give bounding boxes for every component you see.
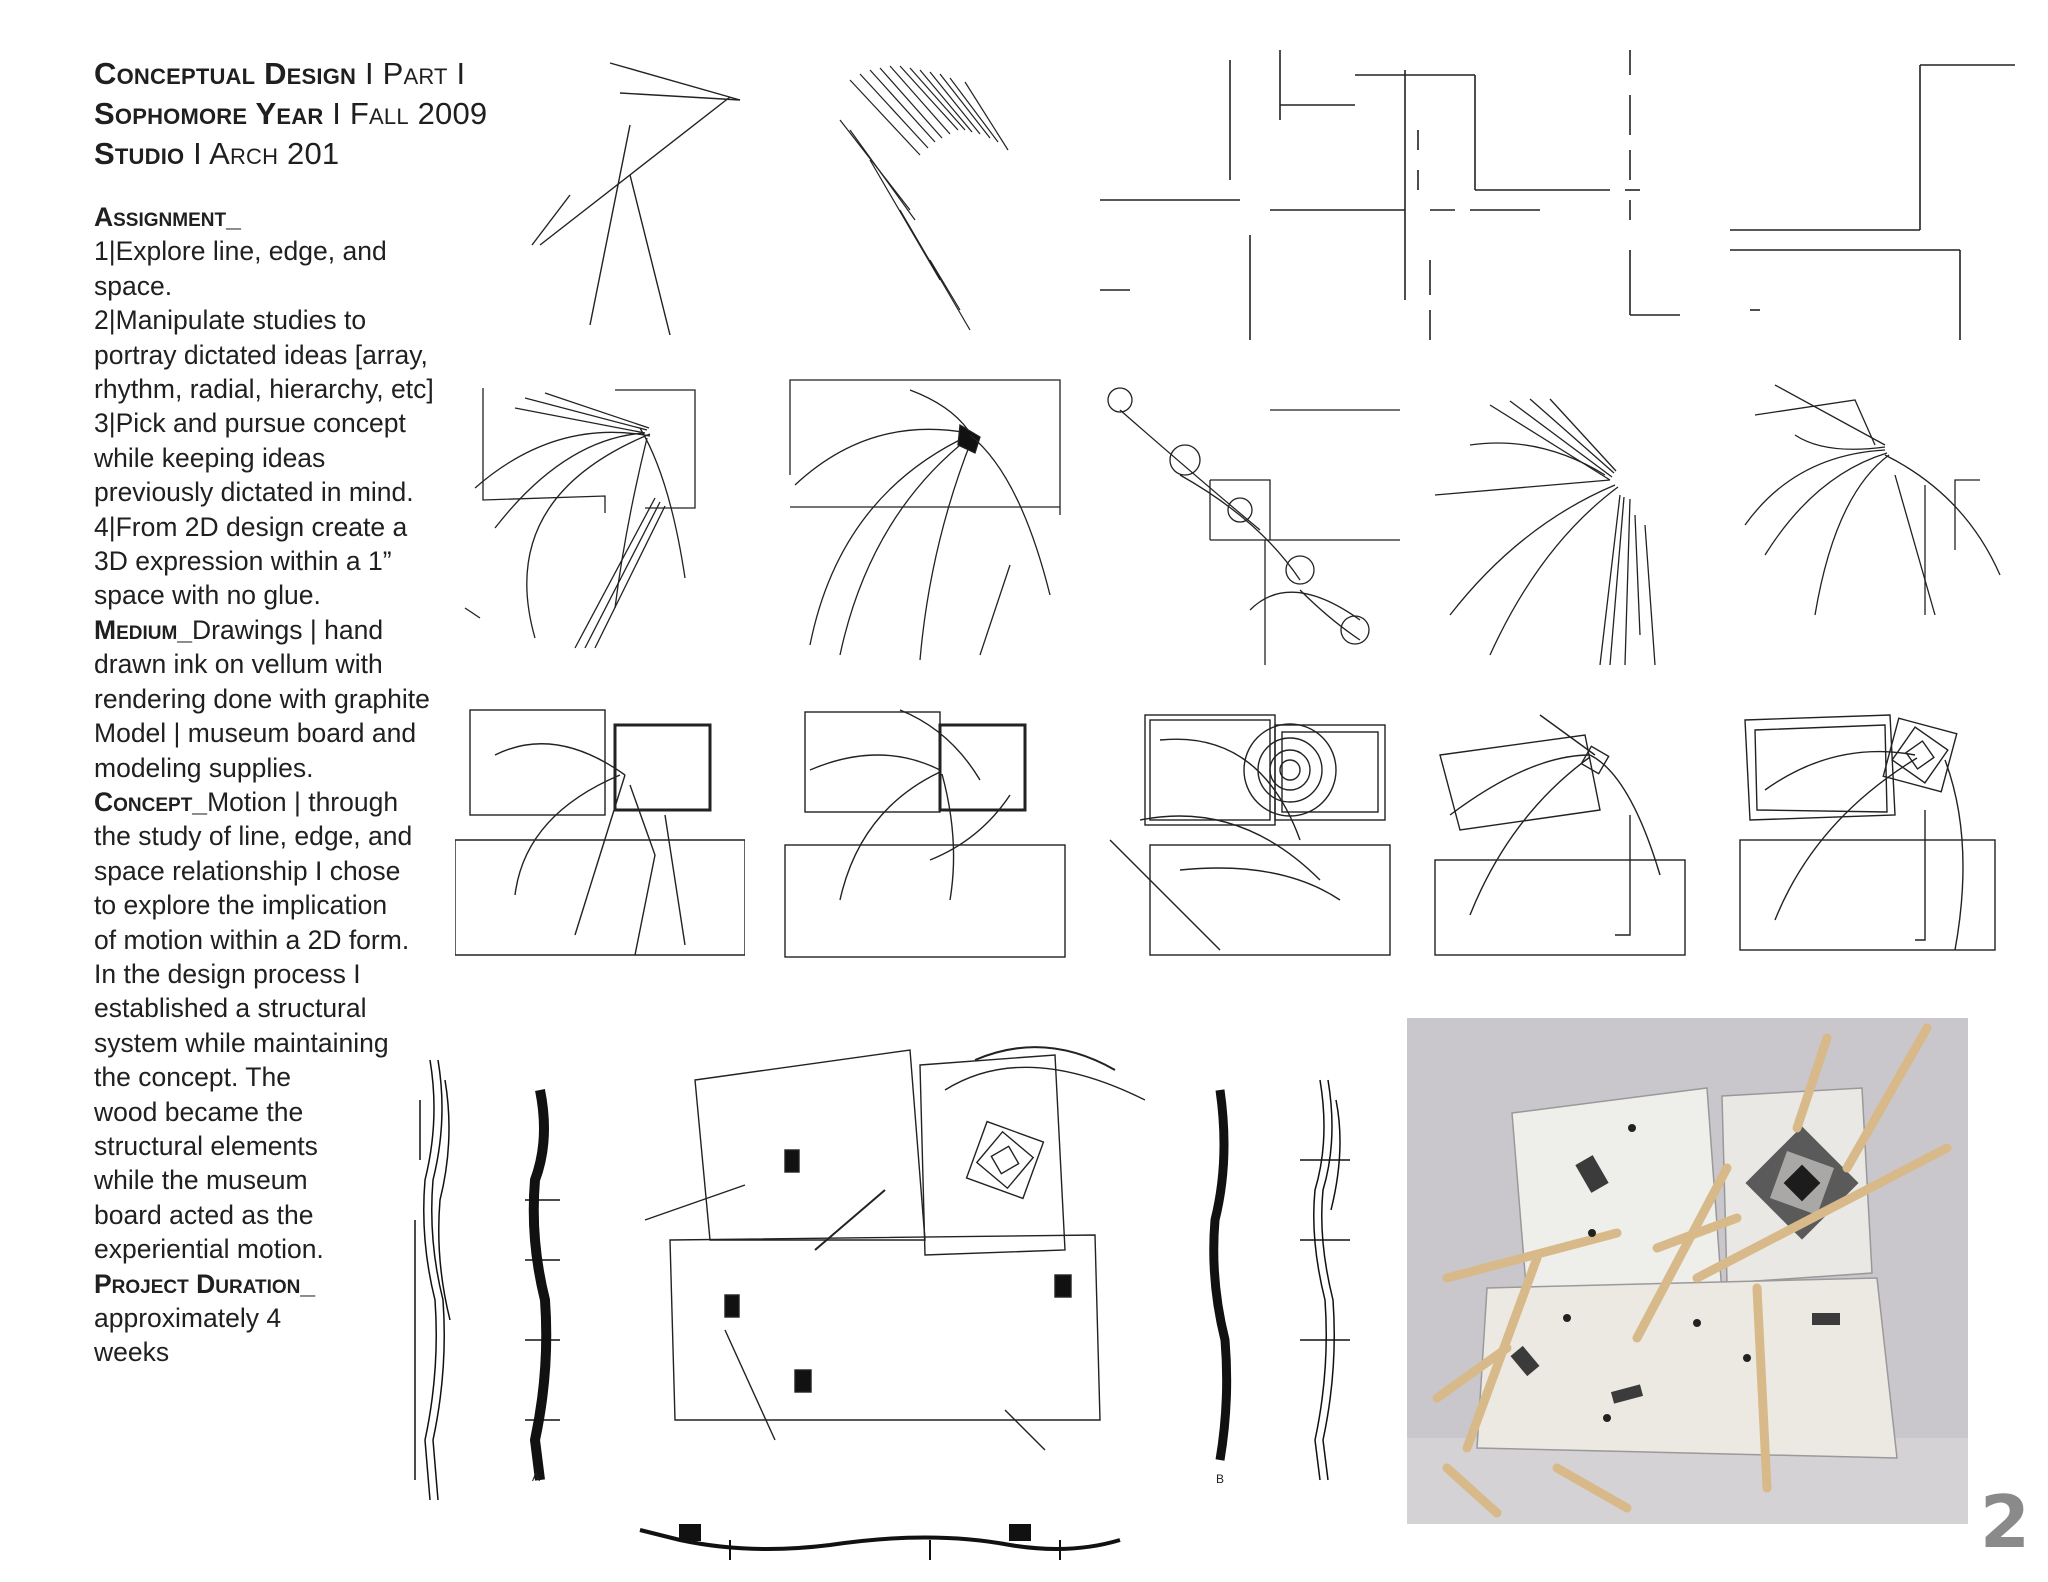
text-line: Model | museum board and [94,718,417,749]
plan-study-3-circles [1100,700,1400,980]
title-line-2 [94,94,554,134]
text-line: portray dictated ideas [array, [94,339,428,370]
section-a-text: A [532,1470,541,1484]
studio-label: Studio [94,136,185,171]
duration-label: Project Duration_ [94,1268,316,1299]
part-label: Part I [382,56,466,91]
text-line: previously dictated in mind. [94,477,414,508]
text-line: the study of line, edge, and [94,821,413,852]
plan-study-4 [1430,695,1710,975]
model-photo-image [1407,1018,1968,1524]
model-photograph [1407,1018,1968,1524]
text-line: modeling supplies. [94,752,314,783]
title-separator: I [356,56,383,91]
text-line: rhythm, radial, hierarchy, etc] [94,374,434,405]
text-line: approximately 4 [94,1303,282,1333]
line-study-radiating [530,55,760,345]
text-line: drawn ink on vellum with [94,649,383,680]
text-line: 3|Pick and pursue concept [94,408,406,439]
concept-label: Concept_ [94,786,208,817]
text-line: experiential motion. [94,1234,324,1265]
text-line: space. [94,270,173,301]
section-label-a [532,1470,552,1494]
title-block [94,54,554,174]
text-line: 4|From 2D design create a [94,511,408,542]
text-line: space with no glue. [94,580,321,611]
title-line-1 [94,54,554,94]
text-line: to explore the implication [94,890,388,921]
medium-label: Medium_ [94,614,193,645]
section-elevation-right [1200,1040,1370,1500]
composition-study-circles [1100,380,1400,670]
section-label-b [1216,1472,1236,1496]
final-plan-drawing [625,1010,1145,1500]
text-line: weeks [94,1337,170,1368]
title-separator: I [184,136,210,171]
page-number: 2 [1979,1480,2030,1564]
title-separator: I [323,96,350,131]
course-code: Arch 201 [209,136,340,171]
text-line: structural elements [94,1130,318,1161]
text-line: wood became the [94,1096,304,1127]
plan-study-1 [455,695,745,975]
text-line: Drawings | hand [192,614,384,645]
composition-study-1 [455,378,740,663]
course-title: Conceptual Design [94,56,357,91]
text-line: board acted as the [94,1199,314,1230]
composition-study-2 [780,375,1085,660]
assignment-label: Assignment_ [94,202,241,232]
line-study-grid [1100,50,2020,345]
year-label: Sophomore Year [94,96,324,131]
title-line-3 [94,134,554,174]
text-line: while keeping ideas [94,442,326,473]
text-line: Motion | through [207,786,399,817]
composition-study-4 [1430,385,1700,665]
front-elevation [630,1500,1130,1570]
text-line: 1|Explore line, edge, and [94,236,387,267]
text-line: In the design process I [94,958,361,989]
text-line: 2|Manipulate studies to [94,305,367,336]
text-line: the concept. The [94,1062,291,1093]
text-line: of motion within a 2D form. [94,924,410,955]
text-line: while the museum [94,1165,308,1196]
line-study-hatched-curve [830,60,1020,340]
text-line: rendering done with graphite [94,683,430,714]
plan-study-2 [780,700,1075,975]
term-label: Fall 2009 [349,96,488,131]
section-elevation-left [400,1040,570,1520]
text-line: 3D expression within a 1” [94,546,392,577]
section-b-text: B [1216,1472,1225,1486]
plan-study-5-spiral [1735,700,2010,975]
composition-study-5 [1735,375,2010,660]
text-line: space relationship I chose [94,855,401,886]
text-line: system while maintaining [94,1027,389,1058]
text-line: established a structural [94,993,367,1024]
